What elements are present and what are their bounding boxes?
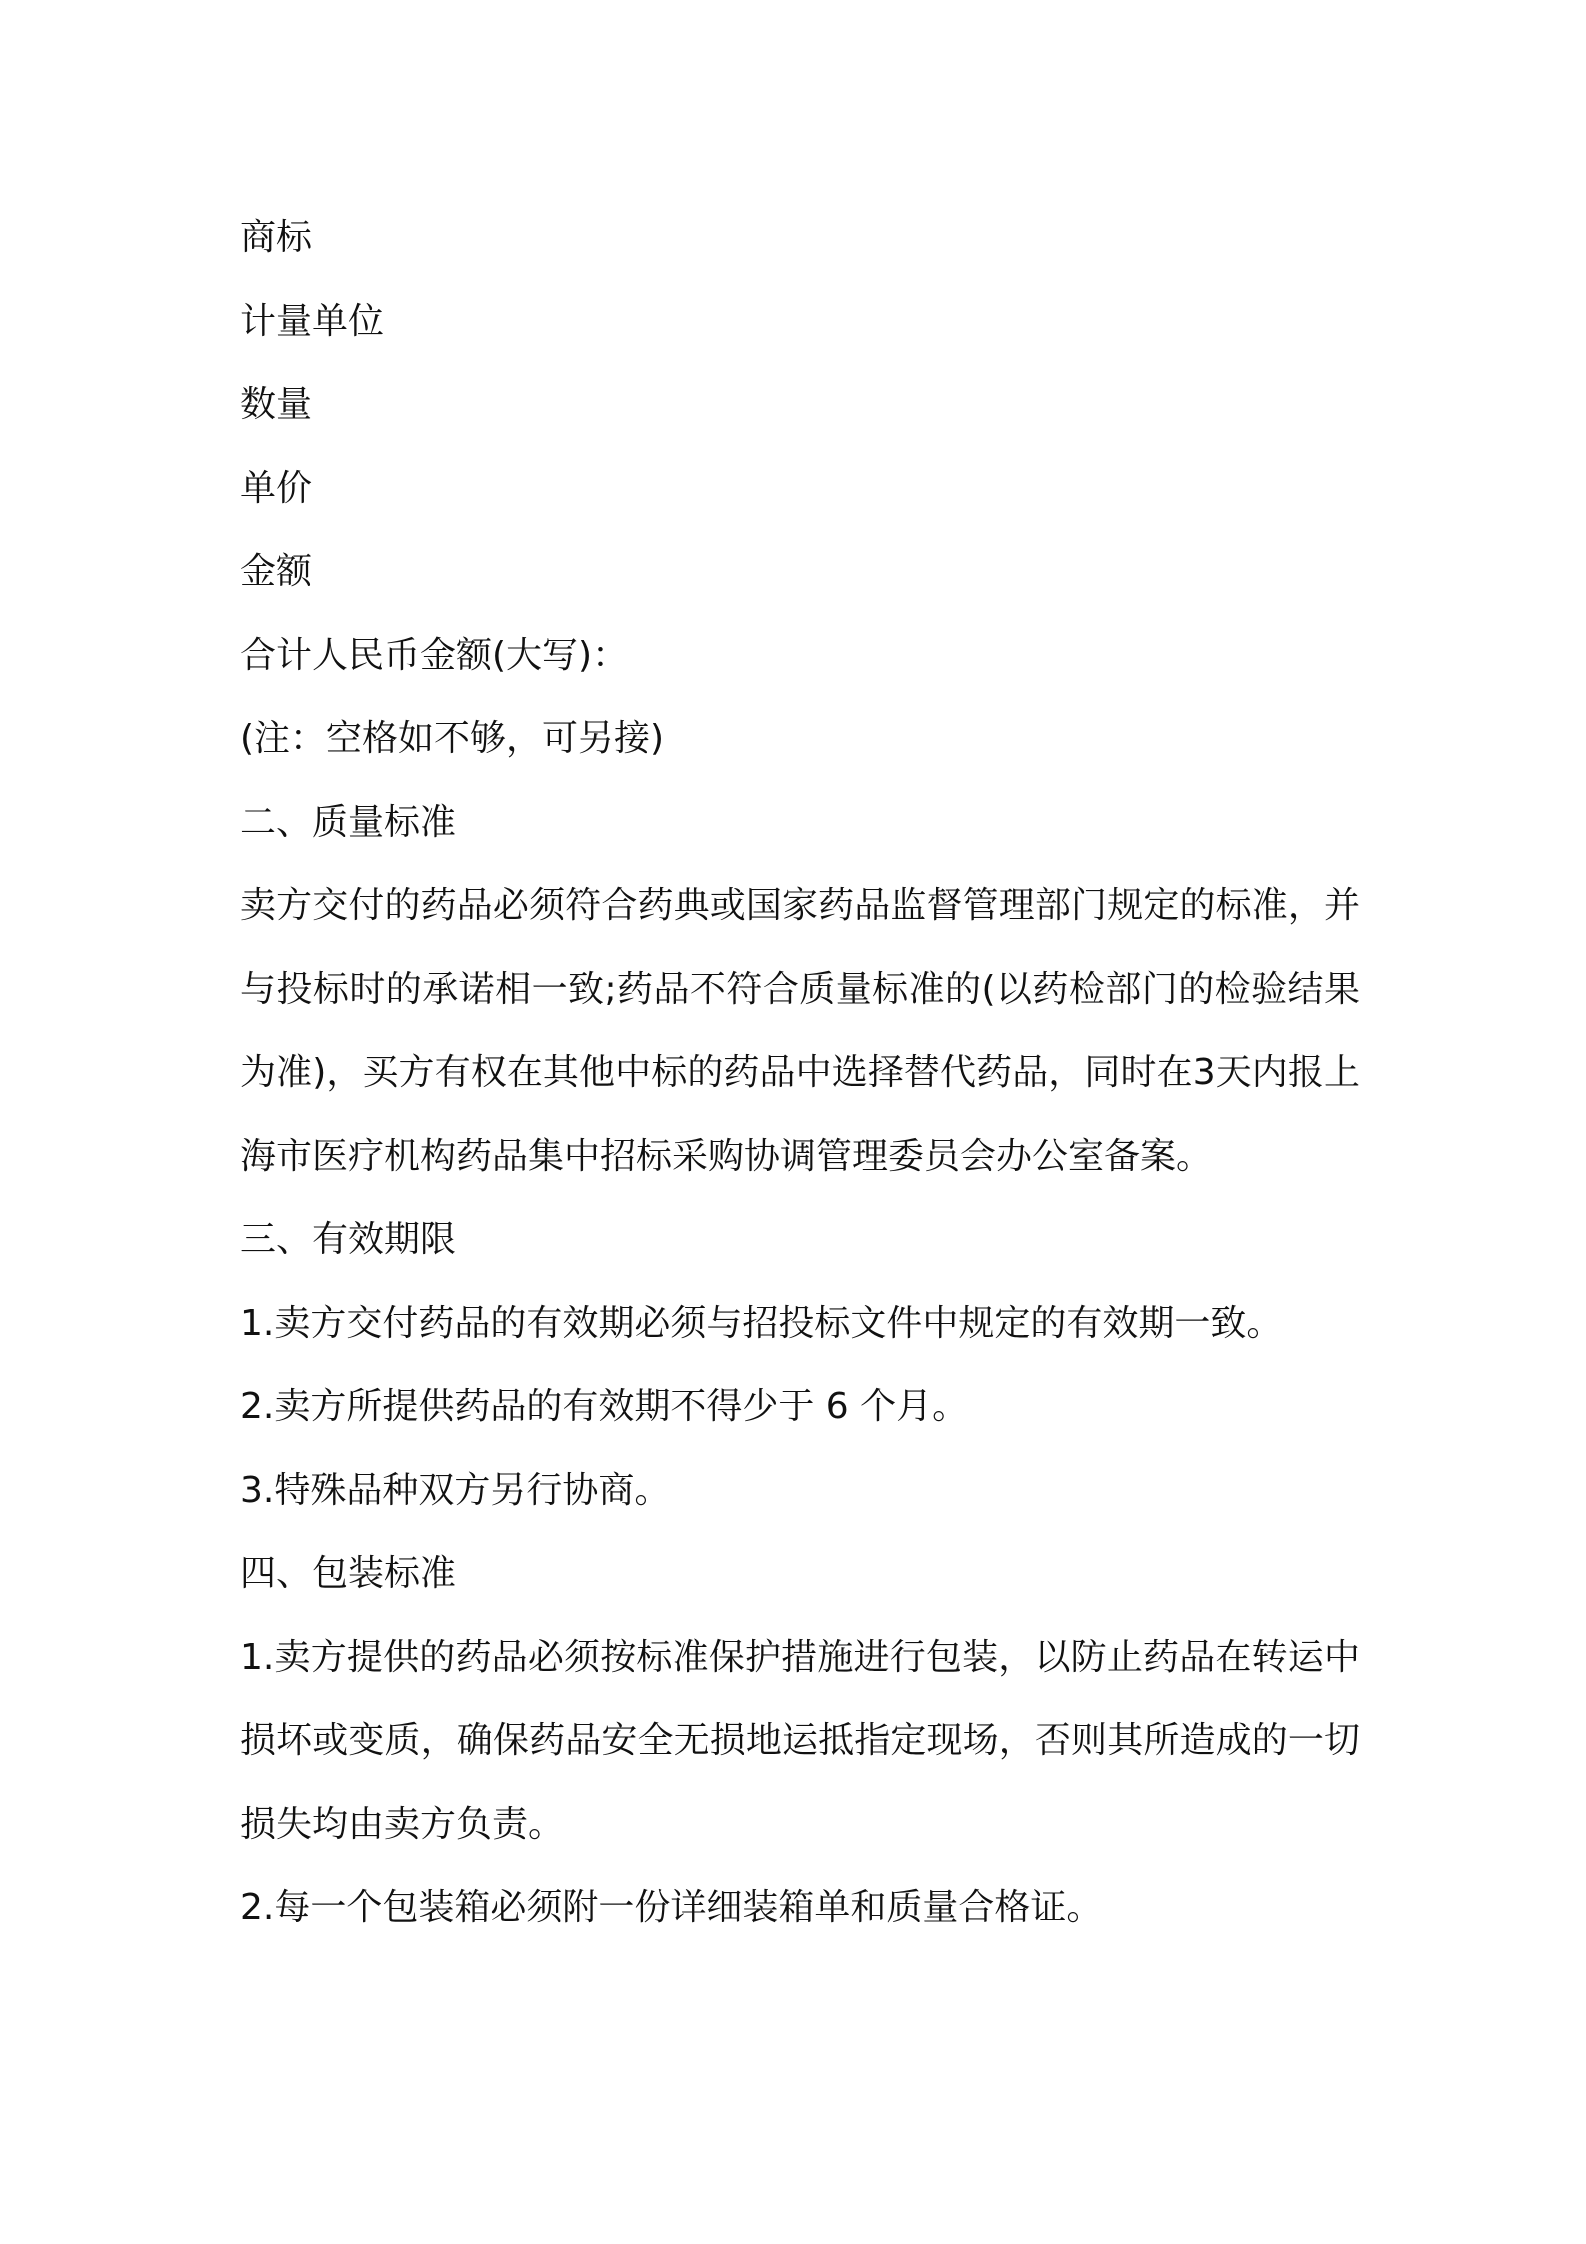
field-quantity: 数量: [240, 384, 313, 425]
section-heading-quality: 二、质量标准: [240, 801, 457, 843]
field-trademark: 商标: [240, 217, 313, 258]
validity-item-2: 2.卖方所提供药品的有效期不得少于 6 个月。: [240, 1386, 969, 1427]
packaging-item-2: 2.每一个包装箱必须附一份详细装箱单和质量合格证。: [240, 1887, 1103, 1928]
field-amount: 金额: [240, 551, 313, 592]
field-total-rmb: 合计人民币金额(大写)：: [240, 634, 629, 676]
validity-item-1: 1.卖方交付药品的有效期必须与招投标文件中规定的有效期一致。: [240, 1302, 1283, 1344]
section-heading-validity: 三、有效期限: [240, 1219, 457, 1260]
document-body: [240, 196, 1360, 1950]
quality-paragraph: 卖方交付的药品必须符合药典或国家药品监督管理部门规定的标准，并与投标时的承诺相一致;药品不符合质量标准的(以药检部门的检验结果为准)，买方有权在其他中标的药品中选择替代药品，同时在3天内报上海市医疗机构药品集中招标采购协调管理委员会办公室备案。: [240, 885, 1360, 1177]
section-heading-packaging: 四、包装标准: [240, 1553, 457, 1594]
note-extra-space: (注：空格如不够，可另接): [240, 718, 665, 759]
field-unit-price: 单价: [240, 467, 313, 509]
packaging-paragraph: 1.卖方提供的药品必须按标准保护措施进行包装，以防止药品在转运中损坏或变质，确保药品安全无损地运抵指定现场，否则其所造成的一切损失均由卖方负责。: [240, 1636, 1360, 1845]
field-unit: 计量单位: [240, 300, 385, 342]
validity-item-3: 3.特殊品种双方另行协商。: [240, 1469, 671, 1511]
